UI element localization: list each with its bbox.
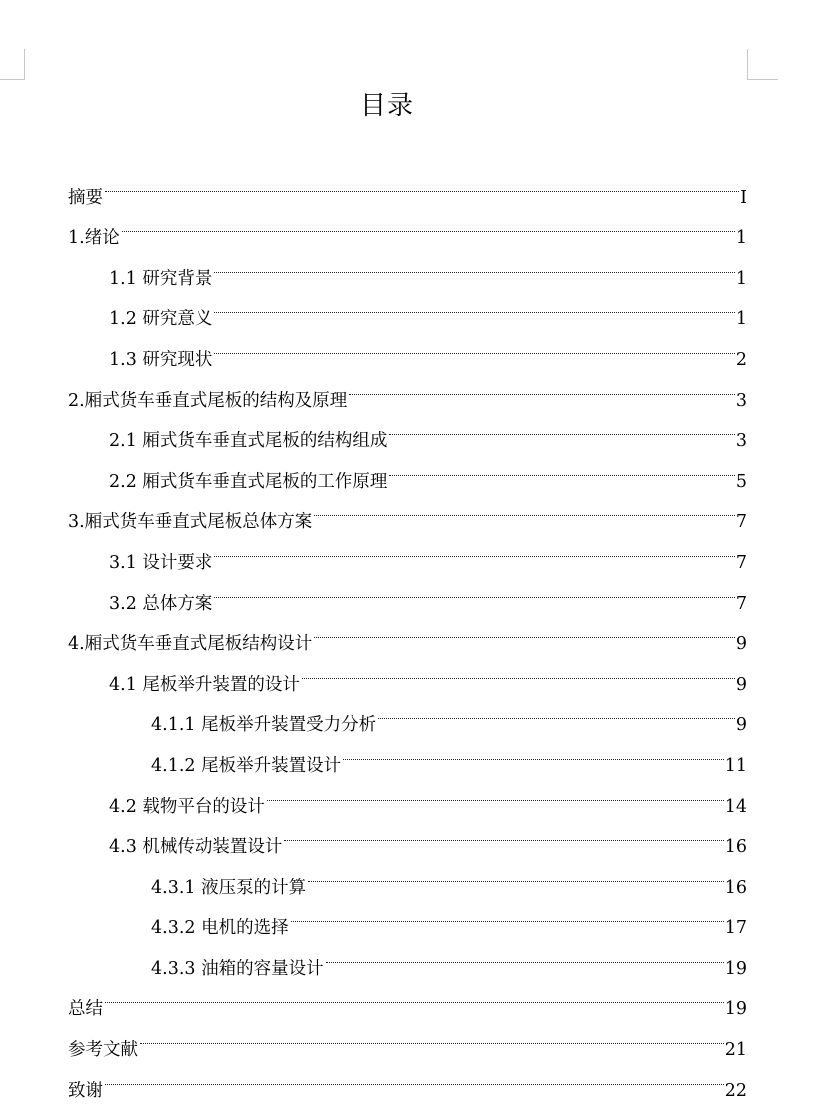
toc-entry-text: 4.3.1 液压泵的计算 <box>151 877 307 898</box>
toc-entry[interactable] <box>68 1055 747 1101</box>
toc-leader-dots <box>389 446 734 487</box>
toc-entry-text: 摘要 <box>68 187 103 208</box>
toc-entry-text: 3.2 总体方案 <box>109 593 213 614</box>
toc-entry-text: 4.1.2 尾板举升装置设计 <box>151 755 342 776</box>
toc-page-number: 9 <box>735 715 747 736</box>
toc-entry-text: 3.1 设计要求 <box>109 552 213 573</box>
toc-entry[interactable] <box>68 162 747 208</box>
toc-leader-dots <box>284 812 723 853</box>
toc-leader-dots <box>378 690 735 731</box>
toc-page-number: 9 <box>735 674 747 695</box>
toc-entry[interactable] <box>68 203 747 249</box>
toc-leader-dots <box>349 365 735 406</box>
toc-page-number: 17 <box>724 918 747 939</box>
toc-entry-text: 2.1 厢式货车垂直式尾板的结构组成 <box>109 431 388 452</box>
toc-leader-dots <box>291 893 724 934</box>
crop-mark-top-left <box>0 49 25 80</box>
toc-page-number: 19 <box>724 999 747 1020</box>
toc-page-number: 1 <box>735 309 747 330</box>
toc-entry-text: 4.3.2 电机的选择 <box>151 918 289 939</box>
toc-leader-dots <box>314 609 735 650</box>
toc-page-number: 19 <box>724 958 747 979</box>
toc-leader-dots <box>214 243 734 284</box>
toc-entry-text: 2.2 厢式货车垂直式尾板的工作原理 <box>109 471 388 492</box>
toc-entry-text: 2.厢式货车垂直式尾板的结构及原理 <box>68 390 348 411</box>
toc-leader-dots <box>326 933 724 974</box>
toc-page-number: 3 <box>735 390 747 411</box>
toc-page-number: 2 <box>735 349 747 370</box>
table-of-contents <box>68 162 747 1101</box>
toc-page-number: 16 <box>724 837 747 858</box>
toc-title: 目录 <box>359 91 414 121</box>
toc-page-number: 14 <box>724 796 747 817</box>
toc-leader-dots <box>308 852 724 893</box>
toc-entry[interactable] <box>68 243 747 289</box>
toc-entry-text: 参考文献 <box>68 1040 138 1061</box>
toc-leader-dots <box>140 1014 724 1055</box>
toc-page-number: 11 <box>724 755 747 776</box>
toc-entry-text: 总结 <box>68 999 103 1020</box>
toc-entry-text: 4.厢式货车垂直式尾板结构设计 <box>68 634 313 655</box>
toc-leader-dots <box>214 324 734 365</box>
toc-leader-dots <box>122 203 735 244</box>
toc-page-number: 21 <box>724 1040 747 1061</box>
toc-entry-text: 4.3.3 油箱的容量设计 <box>151 958 324 979</box>
toc-leader-dots <box>302 649 735 690</box>
toc-entry[interactable] <box>68 974 747 1020</box>
toc-leader-dots <box>105 974 724 1015</box>
toc-page-number: 7 <box>735 593 747 614</box>
toc-leader-dots <box>214 527 734 568</box>
crop-mark-top-right <box>747 49 778 80</box>
toc-page-number: I <box>740 187 747 208</box>
toc-page-number: 1 <box>735 268 747 289</box>
toc-entry-text: 4.1 尾板举升装置的设计 <box>109 674 300 695</box>
toc-leader-dots <box>214 284 734 325</box>
toc-leader-dots <box>267 771 724 812</box>
toc-entry-text: 4.3 机械传动装置设计 <box>109 837 283 858</box>
toc-page-number: 5 <box>735 471 747 492</box>
toc-entry-text: 1.1 研究背景 <box>109 268 213 289</box>
toc-entry-text: 4.1.1 尾板举升装置受力分析 <box>151 715 377 736</box>
toc-page-number: 16 <box>724 877 747 898</box>
toc-entry-text: 致谢 <box>68 1080 103 1101</box>
toc-entry[interactable] <box>68 1014 747 1061</box>
toc-page-number: 7 <box>735 512 747 533</box>
toc-entry-text: 1.2 研究意义 <box>109 309 213 330</box>
toc-entry-text: 3.厢式货车垂直式尾板总体方案 <box>68 512 313 533</box>
toc-leader-dots <box>389 406 734 447</box>
toc-entry-text: 1.绪论 <box>68 228 120 249</box>
toc-page-number: 7 <box>735 552 747 573</box>
toc-leader-dots <box>105 162 739 203</box>
toc-page-number: 22 <box>724 1080 747 1101</box>
toc-page-number: 1 <box>735 228 747 249</box>
toc-entry-text: 1.3 研究现状 <box>109 349 213 370</box>
toc-entry-text: 4.2 载物平台的设计 <box>109 796 265 817</box>
toc-leader-dots <box>214 568 734 609</box>
toc-leader-dots <box>105 1055 724 1096</box>
toc-page-number: 3 <box>735 431 747 452</box>
toc-leader-dots <box>314 487 735 528</box>
toc-page-number: 9 <box>735 634 747 655</box>
toc-leader-dots <box>343 730 724 771</box>
